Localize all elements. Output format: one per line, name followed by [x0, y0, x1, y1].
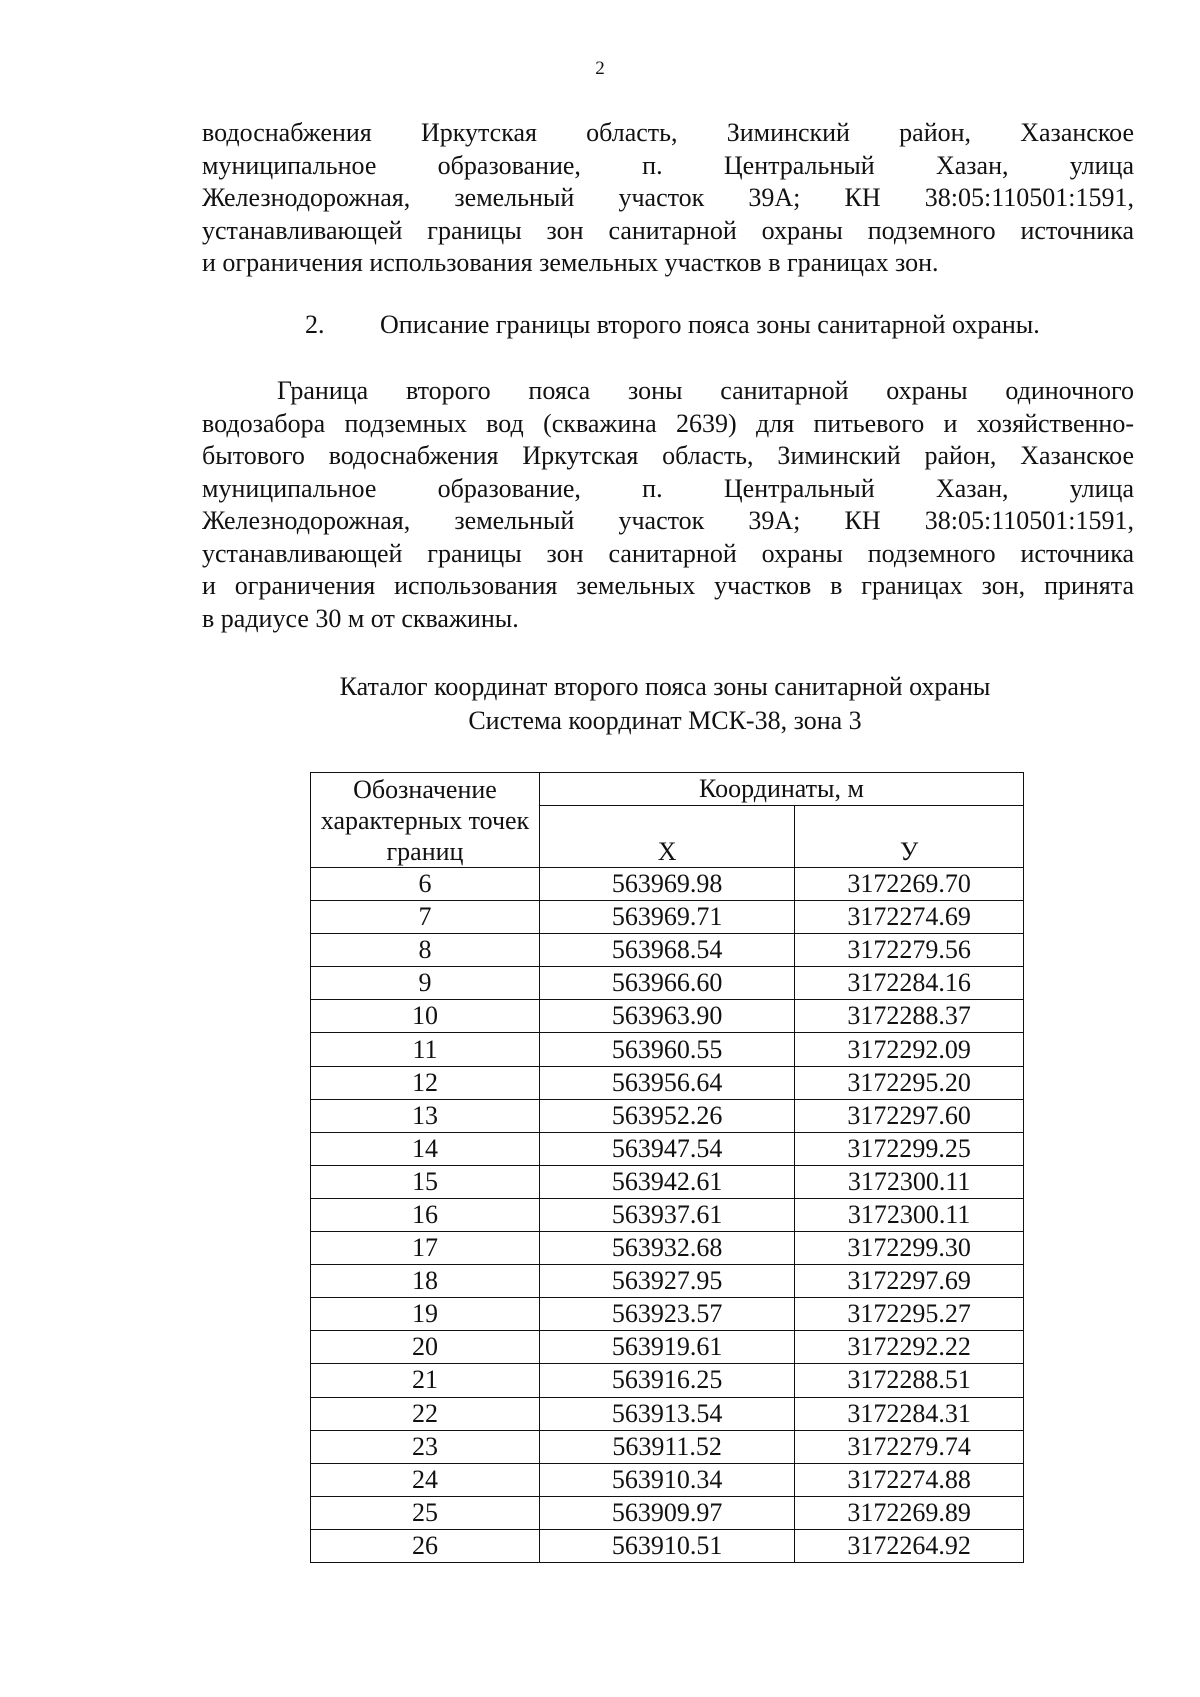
- table-row: [311, 901, 1024, 934]
- table-row: [311, 934, 1024, 967]
- x-coordinate-cell: 563919.61: [539, 1331, 794, 1364]
- section-heading: [305, 310, 1040, 340]
- y-coordinate-cell: 3172295.27: [795, 1298, 1024, 1331]
- y-coordinate-cell: 3172279.56: [795, 934, 1024, 967]
- table-row: [311, 1265, 1024, 1298]
- x-coordinate-cell: 563916.25: [539, 1364, 794, 1397]
- intro-line: водоснабжения Иркутская область, Зиминский район, Хазанское: [202, 118, 1134, 147]
- y-coordinate-cell: 3172300.11: [795, 1165, 1024, 1198]
- table-row: [311, 1165, 1024, 1198]
- y-coordinate-cell: 3172292.09: [795, 1033, 1024, 1066]
- y-coordinate-cell: 3172264.92: [795, 1529, 1024, 1562]
- y-coordinate-cell: 3172300.11: [795, 1198, 1024, 1231]
- point-cell: 12: [311, 1066, 540, 1099]
- x-coordinate-cell: 563956.64: [539, 1066, 794, 1099]
- point-cell: 26: [311, 1529, 540, 1562]
- header-y: У: [795, 806, 1024, 868]
- table-row: [311, 1364, 1024, 1397]
- table-row: [311, 1430, 1024, 1463]
- point-cell: 17: [311, 1232, 540, 1265]
- paragraph-line: в радиусе 30 м от скважины.: [202, 603, 519, 633]
- x-coordinate-cell: 563909.97: [539, 1496, 794, 1529]
- x-coordinate-cell: 563960.55: [539, 1033, 794, 1066]
- table-row: [311, 967, 1024, 1000]
- point-cell: 13: [311, 1099, 540, 1132]
- table-row: [311, 1331, 1024, 1364]
- x-coordinate-cell: 563947.54: [539, 1132, 794, 1165]
- header-designation: Обозначение характерных точек границ: [311, 773, 540, 868]
- point-cell: 25: [311, 1496, 540, 1529]
- table-row: [311, 1232, 1024, 1265]
- intro-line: устанавливающей границы зон санитарной охраны подземного источника: [202, 215, 1134, 245]
- x-coordinate-cell: 563932.68: [539, 1232, 794, 1265]
- boundary-description: [202, 375, 1134, 635]
- point-cell: 7: [311, 901, 540, 934]
- table-row: [311, 868, 1024, 901]
- x-coordinate-cell: 563937.61: [539, 1198, 794, 1231]
- paragraph-line: муниципальное образование, п. Центральный Хазан, улица: [202, 473, 1134, 503]
- paragraph-line: устанавливающей границы зон санитарной охраны подземного источника: [202, 538, 1134, 568]
- x-coordinate-cell: 563968.54: [539, 934, 794, 967]
- x-coordinate-cell: 563910.34: [539, 1463, 794, 1496]
- catalog-title: Каталог координат второго пояса зоны санитарной охраны: [339, 672, 991, 701]
- point-cell: 8: [311, 934, 540, 967]
- table-row: [311, 1000, 1024, 1033]
- point-cell: 9: [311, 967, 540, 1000]
- x-coordinate-cell: 563969.98: [539, 868, 794, 901]
- section-title: Описание границы второго пояса зоны санитарной охраны.: [380, 310, 1040, 339]
- point-cell: 14: [311, 1132, 540, 1165]
- intro-line: и ограничения использования земельных участков в границах зон.: [202, 248, 939, 277]
- x-coordinate-cell: 563913.54: [539, 1397, 794, 1430]
- point-cell: 10: [311, 1000, 540, 1033]
- point-cell: 23: [311, 1430, 540, 1463]
- x-coordinate-cell: 563942.61: [539, 1165, 794, 1198]
- x-coordinate-cell: 563963.90: [539, 1000, 794, 1033]
- y-coordinate-cell: 3172269.89: [795, 1496, 1024, 1529]
- point-cell: 24: [311, 1463, 540, 1496]
- paragraph-line: Граница второго пояса зоны санитарной охраны одиночного: [277, 376, 1134, 405]
- x-coordinate-cell: 563927.95: [539, 1265, 794, 1298]
- intro-line: Железнодорожная, земельный участок 39А; КН 38:05:110501:1591,: [202, 183, 1134, 212]
- table-row: [311, 1496, 1024, 1529]
- y-coordinate-cell: 3172297.60: [795, 1099, 1024, 1132]
- table-row: [311, 1298, 1024, 1331]
- table-row: [311, 1066, 1024, 1099]
- x-coordinate-cell: 563966.60: [539, 967, 794, 1000]
- table-row: [311, 1397, 1024, 1430]
- table-row: [311, 1033, 1024, 1066]
- coordinates-table: [310, 772, 1024, 1563]
- page-number: 2: [595, 58, 605, 79]
- y-coordinate-cell: 3172269.70: [795, 868, 1024, 901]
- x-coordinate-cell: 563910.51: [539, 1529, 794, 1562]
- catalog-subtitle: Система координат МСК-38, зона 3: [468, 706, 862, 735]
- paragraph-line: Железнодорожная, земельный участок 39А; КН 38:05:110501:1591,: [202, 506, 1134, 535]
- point-cell: 16: [311, 1198, 540, 1231]
- paragraph-line: бытового водоснабжения Иркутская область, Зиминский район, Хазанское: [202, 441, 1134, 470]
- y-coordinate-cell: 3172274.69: [795, 901, 1024, 934]
- y-coordinate-cell: 3172299.30: [795, 1232, 1024, 1265]
- table-row: [311, 1198, 1024, 1231]
- paragraph-line: и ограничения использования земельных участков в границах зон, принята: [202, 571, 1134, 600]
- point-cell: 18: [311, 1265, 540, 1298]
- point-cell: 11: [311, 1033, 540, 1066]
- header-coordinates: Координаты, м: [539, 773, 1023, 806]
- point-cell: 20: [311, 1331, 540, 1364]
- table-row: [311, 1463, 1024, 1496]
- y-coordinate-cell: 3172297.69: [795, 1265, 1024, 1298]
- y-coordinate-cell: 3172274.88: [795, 1463, 1024, 1496]
- point-cell: 15: [311, 1165, 540, 1198]
- x-coordinate-cell: 563952.26: [539, 1099, 794, 1132]
- x-coordinate-cell: 563969.71: [539, 901, 794, 934]
- y-coordinate-cell: 3172288.37: [795, 1000, 1024, 1033]
- header-x: X: [539, 806, 794, 868]
- x-coordinate-cell: 563911.52: [539, 1430, 794, 1463]
- section-number: 2.: [305, 310, 325, 339]
- table-row: [311, 1132, 1024, 1165]
- point-cell: 22: [311, 1397, 540, 1430]
- y-coordinate-cell: 3172288.51: [795, 1364, 1024, 1397]
- paragraph-line: водозабора подземных вод (скважина 2639) для питьевого и хозяйственно-: [202, 408, 1134, 438]
- y-coordinate-cell: 3172292.22: [795, 1331, 1024, 1364]
- point-cell: 21: [311, 1364, 540, 1397]
- intro-line: муниципальное образование, п. Центральный Хазан, улица: [202, 150, 1134, 180]
- y-coordinate-cell: 3172284.31: [795, 1397, 1024, 1430]
- y-coordinate-cell: 3172279.74: [795, 1430, 1024, 1463]
- intro-text: [202, 117, 1134, 280]
- y-coordinate-cell: 3172284.16: [795, 967, 1024, 1000]
- table-row: [311, 1529, 1024, 1562]
- point-cell: 6: [311, 868, 540, 901]
- point-cell: 19: [311, 1298, 540, 1331]
- y-coordinate-cell: 3172295.20: [795, 1066, 1024, 1099]
- x-coordinate-cell: 563923.57: [539, 1298, 794, 1331]
- table-row: [311, 1099, 1024, 1132]
- y-coordinate-cell: 3172299.25: [795, 1132, 1024, 1165]
- coordinates-table-body: [311, 868, 1024, 1563]
